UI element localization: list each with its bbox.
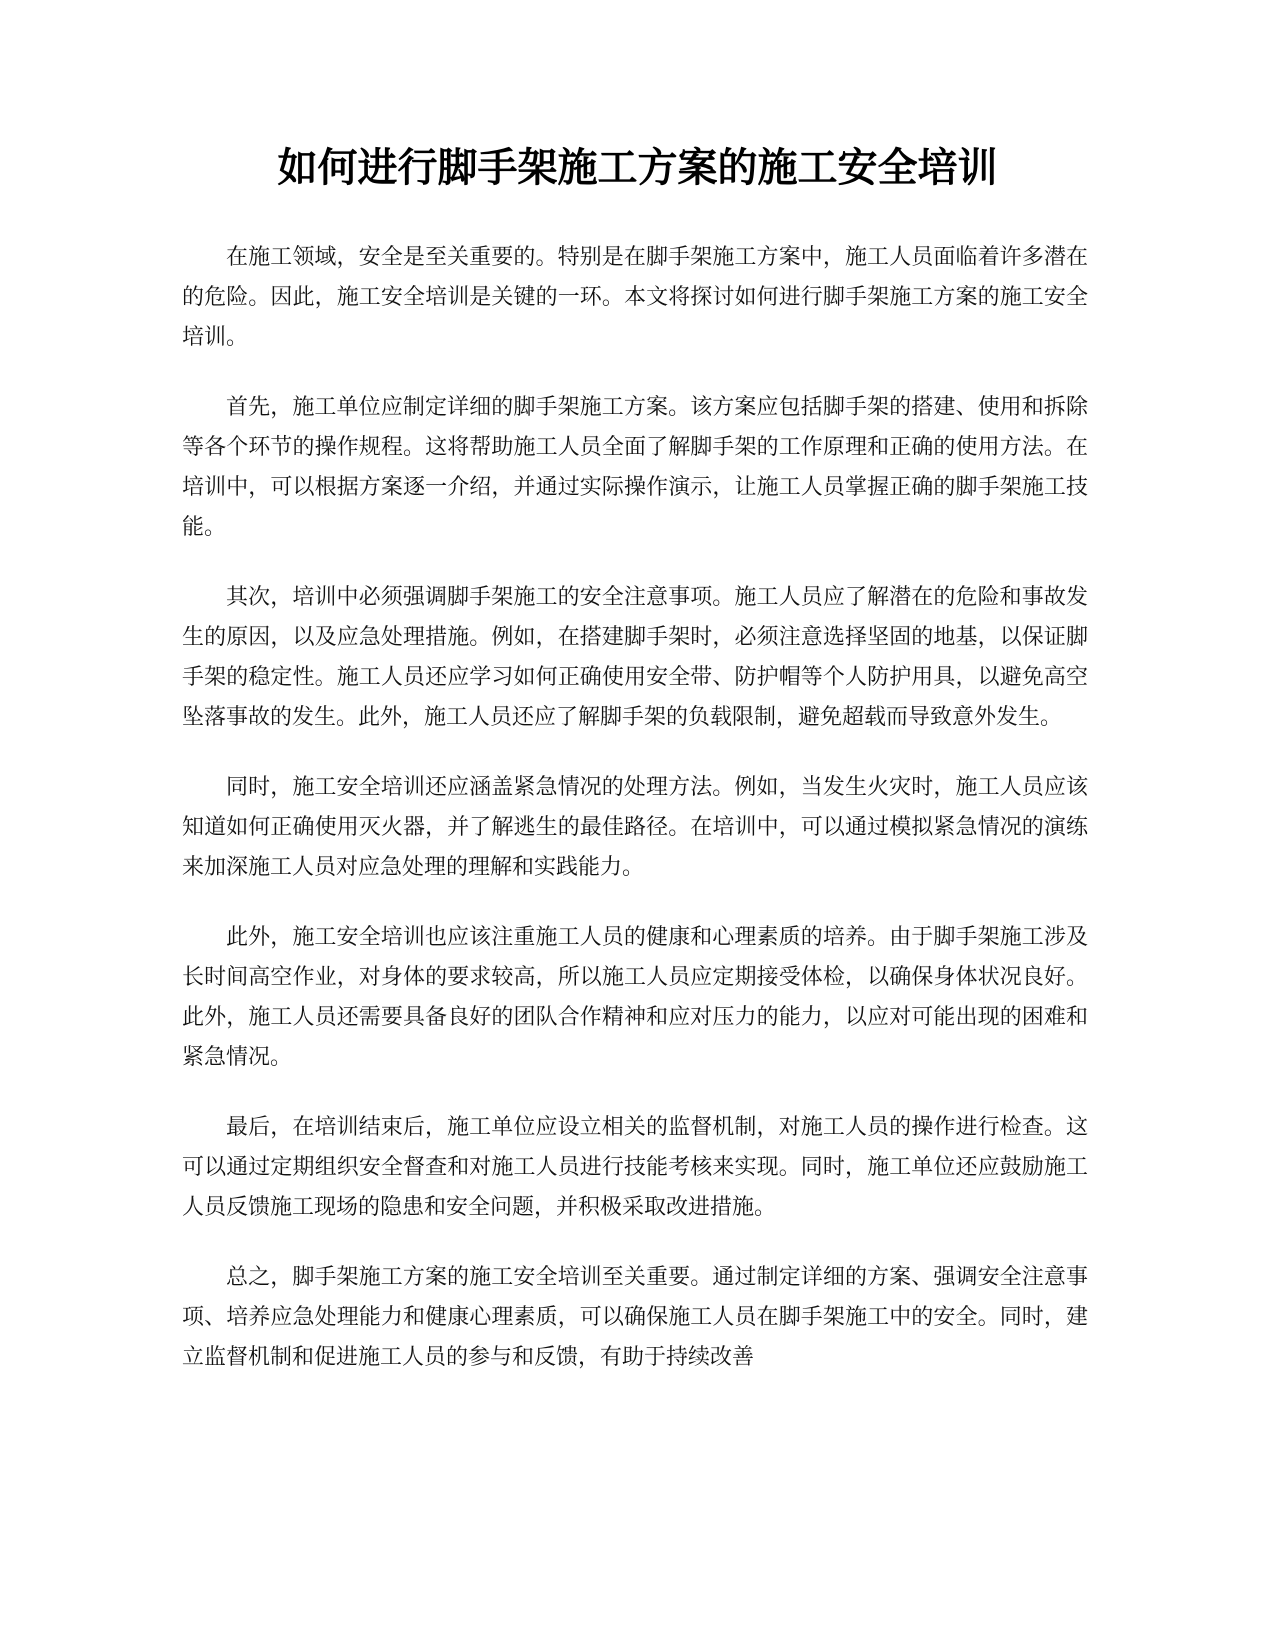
paragraph-1: 在施工领域，安全是至关重要的。特别是在脚手架施工方案中，施工人员面临着许多潜在的危险。因此，施工安全培训是关键的一环。本文将探讨如何进行脚手架施工方案的施工安全培训。	[182, 245, 1088, 350]
paragraph-4: 同时，施工安全培训还应涵盖紧急情况的处理方法。例如，当发生火灾时，施工人员应该知道如何正确使用灭火器，并了解逃生的最佳路径。在培训中，可以通过模拟紧急情况的演练来加深施工人员对应急处理的理解和实践能力。	[182, 775, 1088, 880]
document-title: 如何进行脚手架施工方案的施工安全培训	[277, 145, 998, 191]
paragraph-5: 此外，施工安全培训也应该注重施工人员的健康和心理素质的培养。由于脚手架施工涉及长时间高空作业，对身体的要求较高，所以施工人员应定期接受体检，以确保身体状况良好。此外，施工人员还需要具备良好的团队合作精神和应对压力的能力，以应对可能出现的困难和紧急情况。	[182, 925, 1088, 1070]
paragraph-7: 总之，脚手架施工方案的施工安全培训至关重要。通过制定详细的方案、强调安全注意事项、培养应急处理能力和健康心理素质，可以确保施工人员在脚手架施工中的安全。同时，建立监督机制和促进施工人员的参与和反馈，有助于持续改善	[182, 1265, 1088, 1370]
paragraph-2: 首先，施工单位应制定详细的脚手架施工方案。该方案应包括脚手架的搭建、使用和拆除等各个环节的操作规程。这将帮助施工人员全面了解脚手架的工作原理和正确的使用方法。在培训中，可以根据方案逐一介绍，并通过实际操作演示，让施工人员掌握正确的脚手架施工技能。	[182, 395, 1088, 540]
document-body	[182, 238, 1088, 1408]
paragraph-6: 最后，在培训结束后，施工单位应设立相关的监督机制，对施工人员的操作进行检查。这可以通过定期组织安全督查和对施工人员进行技能考核来实现。同时，施工单位还应鼓励施工人员反馈施工现场的隐患和安全问题，并积极采取改进措施。	[182, 1115, 1088, 1220]
paragraph-3: 其次，培训中必须强调脚手架施工的安全注意事项。施工人员应了解潜在的危险和事故发生的原因，以及应急处理措施。例如，在搭建脚手架时，必须注意选择坚固的地基，以保证脚手架的稳定性。施工人员还应学习如何正确使用安全带、防护帽等个人防护用具，以避免高空坠落事故的发生。此外，施工人员还应了解脚手架的负载限制，避免超载而导致意外发生。	[182, 585, 1088, 730]
